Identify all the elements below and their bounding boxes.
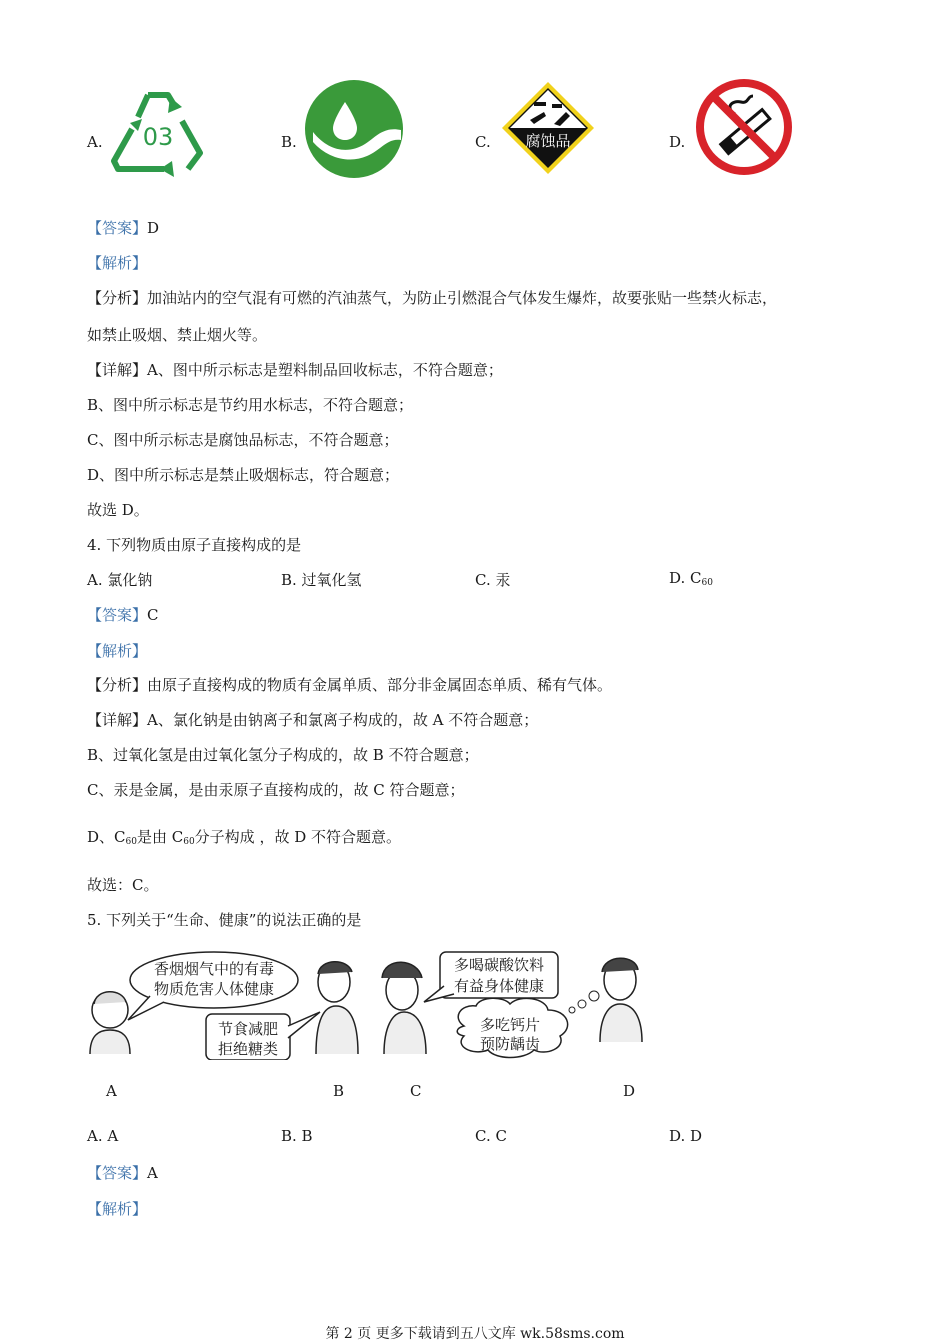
q3-detail-b: B、图中所示标志是节约用水标志，不符合题意； bbox=[87, 396, 414, 414]
option-b-label: B. bbox=[281, 133, 297, 151]
bubble-c-line1: 多喝碳酸饮料 bbox=[453, 956, 545, 974]
option-a-label: A. bbox=[87, 133, 103, 151]
q4-detail-a: 【详解】A、氯化钠是由钠离子和氯离子构成的，故 A 不符合题意； bbox=[87, 711, 539, 729]
q3-detail-c: C、图中所示标志是腐蚀品标志，不符合题意； bbox=[87, 431, 399, 449]
water-saving-icon bbox=[305, 80, 403, 178]
q3-fenxi-line2: 如禁止吸烟、禁止烟火等。 bbox=[87, 326, 268, 344]
recycle-03-icon bbox=[108, 85, 208, 177]
q3-detail-a: 【详解】A、图中所示标志是塑料制品回收标志，不符合题意； bbox=[87, 361, 503, 379]
q4-detail-b: B、过氧化氢是由过氧化氢分子构成的，故 B 不符合题意； bbox=[87, 746, 479, 764]
q4-detail-c: C、汞是金属，是由汞原子直接构成的，故 C 符合题意； bbox=[87, 781, 465, 799]
figure-label-d: D bbox=[623, 1082, 636, 1100]
q4-analysis-tag: 【解析】 bbox=[87, 642, 148, 660]
bubble-c-line2: 有益身体健康 bbox=[453, 977, 545, 995]
figure-label-c: C bbox=[410, 1082, 422, 1100]
person-c bbox=[382, 962, 426, 1054]
answer-value: D bbox=[147, 219, 160, 237]
q5-cartoon-figure bbox=[84, 948, 664, 1060]
q4-conclusion: 故选：C。 bbox=[87, 876, 159, 894]
no-smoking-icon bbox=[695, 78, 793, 176]
figure-label-b: B bbox=[333, 1082, 345, 1100]
q5-answer-line: 【答案】A bbox=[87, 1164, 158, 1182]
q4-detail-d: D、$C_{60}$是由 $C_{60}$分子构成 ，故 D 不符合题意。 bbox=[87, 828, 402, 847]
q3-analysis-tag: 【解析】 bbox=[87, 254, 148, 272]
q4-option-c: C. 汞 bbox=[475, 571, 511, 589]
q5-option-c: C. C bbox=[475, 1127, 507, 1145]
q4-fenxi: 【分析】由原子直接构成的物质有金属单质、部分非金属固态单质、稀有气体。 bbox=[87, 676, 613, 694]
q3-fenxi-line1: 【分析】加油站内的空气混有可燃的汽油蒸气，为防止引燃混合气体发生爆炸，故要张贴一些禁火标志， bbox=[87, 289, 778, 307]
page-footer: 第 2 页 更多下载请到五八文库 wk.58sms.com bbox=[325, 1326, 625, 1342]
corrosive-label: 腐蚀品 bbox=[525, 132, 571, 150]
recycle-code: 03 bbox=[142, 123, 174, 151]
q4-stem: 4. 下列物质由原子直接构成的是 bbox=[87, 536, 302, 554]
bubble-d-line2: 预防龋齿 bbox=[479, 1035, 541, 1053]
q4-option-a: A. 氯化钠 bbox=[87, 571, 153, 589]
q4-answer-line: 【答案】C bbox=[87, 606, 159, 624]
bubble-b-line2: 拒绝糖类 bbox=[217, 1040, 279, 1058]
q5-option-d: D. D bbox=[669, 1127, 703, 1145]
corrosive-icon bbox=[500, 80, 596, 176]
person-b bbox=[316, 962, 358, 1054]
person-a bbox=[90, 992, 130, 1054]
bubble-b-line1: 节食减肥 bbox=[217, 1020, 279, 1038]
answer-tag: 【答案】 bbox=[87, 219, 148, 237]
q4-option-d: D. $C_{60}$ bbox=[669, 569, 713, 588]
q3-conclusion: 故选 D。 bbox=[87, 501, 149, 519]
q5-analysis-tag: 【解析】 bbox=[87, 1200, 148, 1218]
option-c-label: C. bbox=[475, 133, 491, 151]
bubble-a-line2: 物质危害人体健康 bbox=[153, 980, 275, 998]
q4-option-b: B. 过氧化氢 bbox=[281, 571, 362, 589]
option-d-label: D. bbox=[669, 133, 686, 151]
bubble-d-line1: 多吃钙片 bbox=[479, 1016, 541, 1034]
q3-answer-line bbox=[87, 217, 159, 238]
q5-stem: 5. 下列关于“生命、健康”的说法正确的是 bbox=[87, 911, 362, 929]
bubble-a-line1: 香烟烟气中的有毒 bbox=[153, 960, 275, 978]
q5-option-b: B. B bbox=[281, 1127, 313, 1145]
q3-detail-d: D、图中所示标志是禁止吸烟标志，符合题意； bbox=[87, 466, 400, 484]
q5-option-a: A. A bbox=[87, 1127, 119, 1145]
figure-label-a: A bbox=[106, 1082, 117, 1100]
person-d bbox=[600, 958, 642, 1042]
